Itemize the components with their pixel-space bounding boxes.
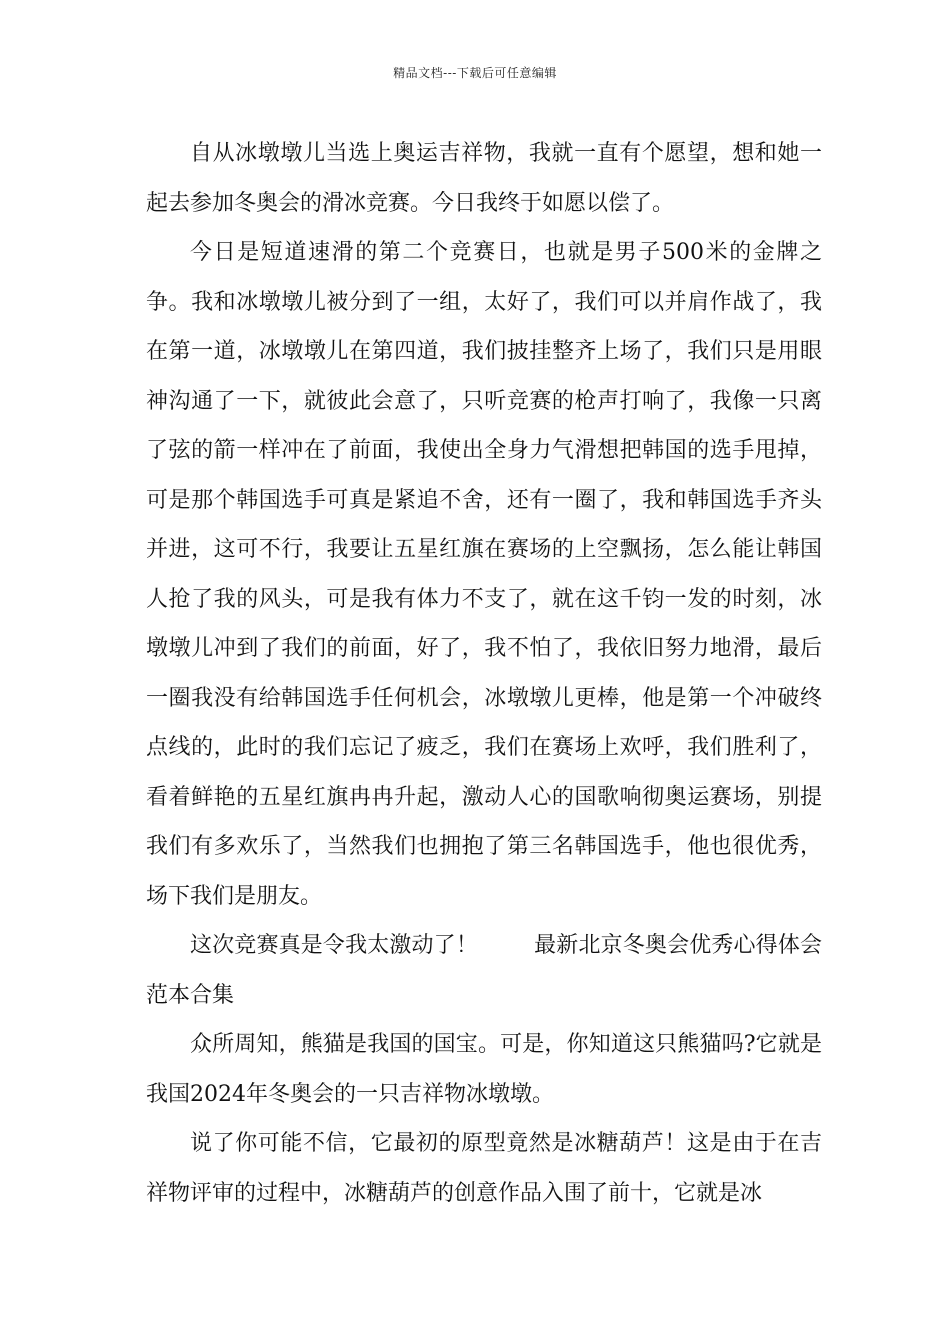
paragraph-4: 众所周知，熊猫是我国的国宝。可是，你知道这只熊猫吗?它就是我国2024年冬奥会的一只吉祥物冰墩墩。 — [146, 1032, 822, 1107]
paragraph-2: 今日是短道速滑的第二个竞赛日，也就是男子500米的金牌之争。我和冰墩墩儿被分到了一组，太好了，我们可以并肩作战了，我在第一道，冰墩墩儿在第四道，我们披挂整齐上场了，我们只是用眼神沟通了一下，就彼此会意了，只听竞赛的枪声打响了，我像一只离了弦的箭一样冲在了前面，我使出全身力气滑想把韩国的选手甩掉，可是那个韩国选手可真是紧追不舍，还有一圈了，我和韩国选手齐头并进，这可不行，我要让五星红旗在赛场的上空飘扬，怎么能让韩国人抢了我的风头，可是我有体力不支了，就在这千钧一发的时刻，冰墩墩儿冲到了我们的前面，好了，我不怕了，我依旧努力地滑，最后一圈我没有给韩国选手任何机会，冰墩墩儿更棒，他是第一个冲破终点线的，此时的我们忘记了疲乏，我们在赛场上欢呼，我们胜利了，看着鲜艳的五星红旗冉冉升起，激动人心的国歌响彻奥运赛场，别提我们有多欢乐了，当然我们也拥抱了第三名韩国选手，他也很优秀，场下我们是朋友。 — [146, 240, 822, 909]
document-body — [146, 129, 822, 1218]
paragraph-3 — [146, 921, 822, 1020]
paragraph-5: 说了你可能不信，它最初的原型竟然是冰糖葫芦！这是由于在吉祥物评审的过程中，冰糖葫芦的创意作品入围了前十，它就是冰 — [146, 1131, 822, 1206]
section-title: 最新北京冬奥会优秀心得体会范本合集 — [146, 933, 822, 1008]
page-header: 精品文档---下载后可任意编辑 — [393, 66, 557, 80]
paragraph-1: 自从冰墩墩儿当选上奥运吉祥物，我就一直有个愿望，想和她一起去参加冬奥会的滑冰竞赛。今日我终于如愿以偿了。 — [146, 141, 822, 216]
closing-sentence: 这次竞赛真是令我太激动了！ — [190, 933, 478, 958]
